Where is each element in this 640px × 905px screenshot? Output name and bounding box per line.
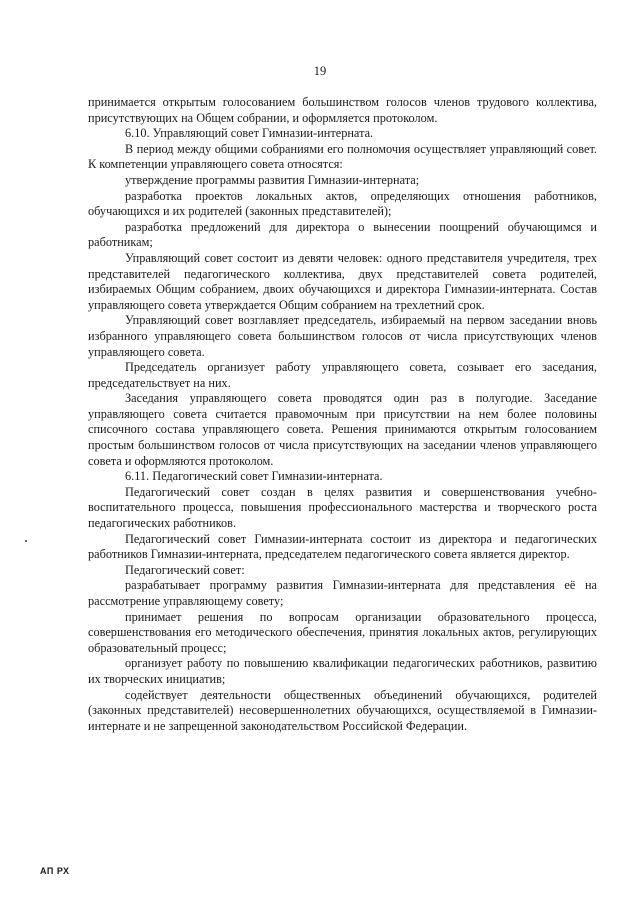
list-item: разрабатывает программу развития Гимназии-интерната для представления её на рассмотрение управляющему совету; [88,578,597,608]
list-item: утверждение программы развития Гимназии-интерната; [125,172,420,187]
paragraph: Педагогический совет создан в целях развития и совершенствования учебно-воспитательного процесса, повышения профессионального мастерства и творческого роста педагогических работников. [88,484,597,531]
footer-mark: АП РХ [40,866,70,876]
body-text [88,95,597,734]
paragraph: Председатель организует работу управляющего совета, созывает его заседания, председательствует на них. [88,360,597,390]
paragraph: Управляющий совет состоит из девяти человек: одного представителя учредителя, трех представителей педагогического коллектива, двух представителей совета родителей, избираемых Общим собранием, двоих обучающихся и директора Гимназии-интерната. Состав управляющего совета утверждается Общим собранием на трехлетний срок. [88,250,597,312]
paragraph: Педагогический совет Гимназии-интерната состоит из директора и педагогических работников Гимназии-интерната, председателем педагогического совета является директор. [88,531,597,562]
paragraph: принимается открытым голосованием большинством голосов членов трудового коллектива, присутствующих на Общем собрании, и оформляется протоколом. [88,95,597,125]
list-item: организует работу по повышению квалификации педагогических работников, развитию их творческих инициатив; [88,656,597,686]
paragraph: Педагогический совет: [125,562,245,577]
list-item: содействует деятельности общественных объединений обучающихся, родителей (законных представителей) несовершеннолетних обучающихся, осуществляемой в Гимназии-интернате и не запрещенной законодательством Российской Федерации. [88,687,597,733]
list-item: разработка предложений для директора о вынесении поощрений обучающимся и работникам; [88,219,597,250]
paragraph: В период между общими собраниями его полномочия осуществляет управляющий совет. К компетенции управляющего совета относятся: [88,141,597,172]
section-heading-6-11: 6.11. Педагогический совет Гимназии-интерната. [125,469,383,484]
list-item: разработка проектов локальных актов, определяющих отношения работников, обучающихся и их родителей (законных представителей); [88,188,597,219]
list-item: принимает решения по вопросам организации образовательного процесса, совершенствования его методического обеспечения, принятия локальных актов, регулирующих образовательный процесс; [88,609,597,655]
paragraph: Заседания управляющего совета проводятся один раз в полугодие. Заседание управляющего совета считается правомочным при присутствии на нем более половины списочного состава управляющего совета. Решения принимаются открытым голосованием простым большинством голосов от числа присутствующих на заседании членов управляющего совета и оформляются протоколом. [88,391,597,468]
section-heading-6-10: 6.10. Управляющий совет Гимназии-интерната. [125,126,374,141]
scan-speck [25,540,27,542]
page-number: 19 [313,64,327,78]
paragraph: Управляющий совет возглавляет председатель, избираемый на первом заседании вновь избранного управляющего совета большинством голосов от числа присутствующих членов управляющего совета. [88,313,597,359]
